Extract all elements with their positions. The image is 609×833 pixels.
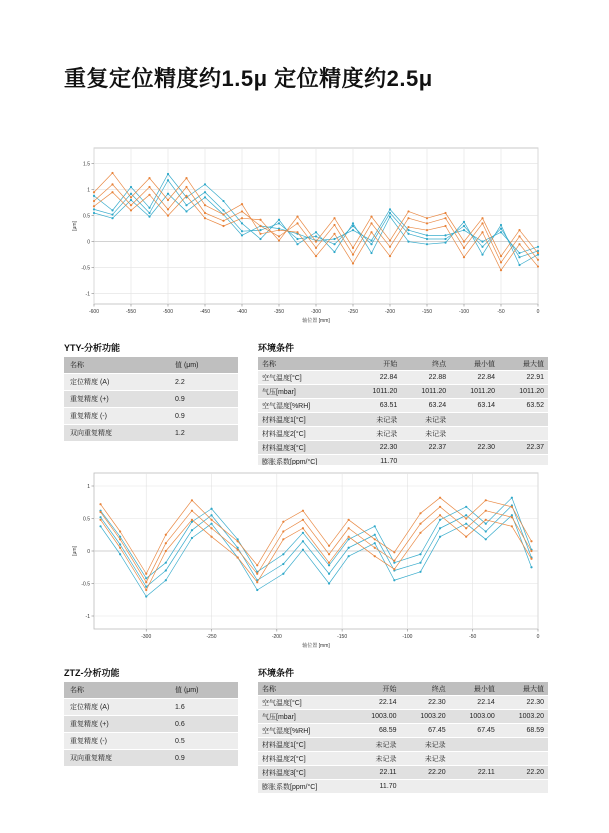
svg-text:-50: -50 — [497, 309, 505, 315]
analysis-table-1-body — [64, 374, 238, 442]
col-max: 最大值 — [499, 357, 548, 371]
col-min: 最小值 — [450, 682, 499, 696]
chart-2-container — [64, 465, 548, 655]
cell-max: 63.52 — [499, 399, 548, 413]
cell-start: 63.51 — [352, 399, 401, 413]
cell-start: 22.84 — [352, 371, 401, 385]
table-row — [258, 385, 548, 399]
cell-max — [499, 752, 548, 766]
cell-max — [499, 413, 548, 427]
svg-text:轴位置 [mm]: 轴位置 [mm] — [302, 643, 330, 649]
col-start: 开始 — [351, 682, 400, 696]
svg-text:0: 0 — [87, 549, 90, 555]
cell-end: 22.37 — [401, 441, 450, 455]
cell-end: 22.88 — [401, 371, 450, 385]
svg-text:-100: -100 — [458, 309, 470, 315]
svg-text:-200: -200 — [384, 309, 396, 315]
svg-text:0: 0 — [536, 634, 540, 640]
cell-max: 22.20 — [499, 766, 548, 780]
environment-table-1 — [258, 357, 548, 469]
cell-name: 空气湿度[%RH] — [258, 399, 352, 413]
table-header-row — [64, 682, 238, 699]
col-name: 名称 — [258, 682, 351, 696]
table-header-row — [64, 357, 238, 374]
table-header-row — [258, 682, 548, 696]
environment-table-2-block — [258, 666, 548, 794]
svg-text:1.5: 1.5 — [83, 161, 90, 168]
cell-name: 空气温度[°C] — [258, 371, 352, 385]
cell-name: 重复精度 (-) — [64, 408, 169, 425]
svg-text:-150: -150 — [337, 634, 348, 640]
cell-max: 22.37 — [499, 441, 548, 455]
table-row — [258, 371, 548, 385]
svg-text:-250: -250 — [347, 309, 359, 315]
table-row — [64, 699, 238, 716]
svg-text:-500: -500 — [162, 309, 174, 315]
col-start: 开始 — [352, 357, 401, 371]
cell-end: 22.20 — [401, 766, 450, 780]
cell-min: 63.14 — [450, 399, 499, 413]
cell-max: 68.59 — [499, 724, 548, 738]
col-end: 终点 — [401, 357, 450, 371]
table-row — [258, 427, 548, 441]
cell-name: 膨胀系数[ppm/°C] — [258, 780, 351, 794]
analysis-table-2 — [64, 682, 238, 767]
svg-text:-550: -550 — [125, 309, 137, 315]
table-row — [258, 710, 548, 724]
svg-text:-400: -400 — [236, 309, 248, 315]
cell-end: 未记录 — [401, 413, 450, 427]
svg-text:0.5: 0.5 — [83, 213, 90, 220]
svg-text:[μm]: [μm] — [72, 221, 78, 231]
col-end: 终点 — [401, 682, 450, 696]
cell-value: 0.9 — [169, 408, 238, 425]
environment-table-2-title: 环境条件 — [258, 668, 295, 678]
svg-text:0: 0 — [87, 239, 90, 246]
svg-text:-600: -600 — [88, 309, 100, 315]
cell-end: 22.30 — [401, 696, 450, 710]
chart-1 — [64, 140, 548, 330]
svg-text:0: 0 — [536, 309, 540, 315]
cell-start: 未记录 — [351, 752, 400, 766]
cell-name: 双向重复精度 — [64, 425, 169, 442]
chart-2 — [64, 465, 548, 655]
table-row — [64, 750, 238, 767]
svg-text:0.5: 0.5 — [83, 516, 90, 523]
cell-min — [450, 738, 499, 752]
table-row — [258, 752, 548, 766]
col-value: 值 (μm) — [169, 357, 238, 374]
table-row — [258, 413, 548, 427]
svg-text:轴位置 [mm]: 轴位置 [mm] — [302, 318, 330, 324]
cell-min: 22.11 — [450, 766, 499, 780]
cell-min: 22.30 — [450, 441, 499, 455]
svg-text:-450: -450 — [199, 309, 211, 315]
cell-start: 1011.20 — [352, 385, 401, 399]
environment-table-1-block — [258, 341, 548, 469]
cell-end: 1011.20 — [401, 385, 450, 399]
svg-text:-150: -150 — [421, 309, 433, 315]
svg-text:-1: -1 — [85, 291, 90, 298]
svg-text:-300: -300 — [310, 309, 322, 315]
environment-table-2-body — [258, 696, 548, 794]
cell-max — [499, 738, 548, 752]
col-name: 名称 — [258, 357, 352, 371]
cell-name: 材料温度1[°C] — [258, 738, 351, 752]
cell-name: 空气温度[°C] — [258, 696, 351, 710]
chart-1-container — [64, 140, 548, 330]
cell-name: 气压[mbar] — [258, 710, 351, 724]
cell-start: 68.59 — [351, 724, 400, 738]
cell-name: 重复精度 (+) — [64, 391, 169, 408]
col-value: 值 (μm) — [169, 682, 238, 699]
cell-name: 定位精度 (A) — [64, 699, 169, 716]
table-row — [258, 696, 548, 710]
environment-table-2 — [258, 682, 548, 794]
cell-end: 未记录 — [401, 738, 450, 752]
svg-text:-0.5: -0.5 — [81, 265, 90, 272]
cell-min — [450, 752, 499, 766]
table-row — [258, 441, 548, 455]
cell-name: 膨胀系数[ppm/°C] — [258, 455, 352, 469]
analysis-table-1 — [64, 357, 238, 442]
cell-start: 11.70 — [352, 455, 401, 469]
cell-name: 材料温度3[°C] — [258, 441, 352, 455]
svg-text:1: 1 — [87, 187, 90, 194]
cell-value: 0.5 — [169, 733, 238, 750]
cell-name: 气压[mbar] — [258, 385, 352, 399]
cell-start: 22.30 — [352, 441, 401, 455]
svg-text:-300: -300 — [141, 634, 152, 640]
svg-text:[μm]: [μm] — [72, 546, 78, 556]
col-name: 名称 — [64, 682, 169, 699]
cell-value: 0.6 — [169, 716, 238, 733]
analysis-table-1-title: YTY-分析功能 — [64, 343, 121, 353]
cell-min: 1003.00 — [450, 710, 499, 724]
table-row — [64, 716, 238, 733]
table-row — [64, 374, 238, 391]
svg-text:-200: -200 — [271, 634, 282, 640]
cell-max: 1011.20 — [499, 385, 548, 399]
svg-text:-250: -250 — [206, 634, 217, 640]
cell-min — [450, 427, 499, 441]
cell-max — [499, 780, 548, 794]
analysis-table-2-block — [64, 666, 238, 767]
cell-min: 22.84 — [450, 371, 499, 385]
cell-end — [401, 780, 450, 794]
cell-end: 67.45 — [401, 724, 450, 738]
analysis-table-2-title: ZTZ-分析功能 — [64, 668, 120, 678]
table-row — [258, 724, 548, 738]
cell-value: 1.2 — [169, 425, 238, 442]
cell-max: 22.30 — [499, 696, 548, 710]
svg-text:1: 1 — [87, 484, 90, 490]
environment-table-1-title: 环境条件 — [258, 343, 295, 353]
col-max: 最大值 — [499, 682, 548, 696]
svg-text:-350: -350 — [273, 309, 285, 315]
cell-start: 22.14 — [351, 696, 400, 710]
cell-end: 1003.20 — [401, 710, 450, 724]
cell-value: 2.2 — [169, 374, 238, 391]
environment-table-1-body — [258, 371, 548, 469]
cell-value: 1.6 — [169, 699, 238, 716]
cell-name: 材料温度2[°C] — [258, 427, 352, 441]
table-header-row — [258, 357, 548, 371]
cell-start: 未记录 — [352, 427, 401, 441]
cell-min — [450, 413, 499, 427]
svg-text:-1: -1 — [85, 614, 90, 620]
cell-start: 未记录 — [351, 738, 400, 752]
table-row — [64, 408, 238, 425]
cell-max — [499, 427, 548, 441]
table-row — [258, 399, 548, 413]
col-name: 名称 — [64, 357, 169, 374]
table-row — [64, 425, 238, 442]
col-min: 最小值 — [450, 357, 499, 371]
cell-min: 67.45 — [450, 724, 499, 738]
table-row — [258, 738, 548, 752]
cell-name: 重复精度 (-) — [64, 733, 169, 750]
cell-name: 材料温度2[°C] — [258, 752, 351, 766]
table-row — [64, 391, 238, 408]
cell-name: 双向重复精度 — [64, 750, 169, 767]
page-title: 重复定位精度约1.5μ 定位精度约2.5μ — [64, 66, 433, 91]
cell-start: 未记录 — [352, 413, 401, 427]
table-row — [258, 780, 548, 794]
cell-name: 重复精度 (+) — [64, 716, 169, 733]
cell-start: 22.11 — [351, 766, 400, 780]
cell-value: 0.9 — [169, 391, 238, 408]
cell-min: 22.14 — [450, 696, 499, 710]
analysis-table-2-body — [64, 699, 238, 767]
cell-min: 1011.20 — [450, 385, 499, 399]
cell-end: 未记录 — [401, 427, 450, 441]
table-row — [258, 766, 548, 780]
svg-text:-50: -50 — [469, 634, 477, 640]
table-row — [64, 733, 238, 750]
cell-name: 材料温度1[°C] — [258, 413, 352, 427]
cell-min — [450, 780, 499, 794]
cell-start: 11.70 — [351, 780, 400, 794]
svg-text:-0.5: -0.5 — [81, 581, 90, 588]
cell-max: 22.91 — [499, 371, 548, 385]
cell-max: 1003.20 — [499, 710, 548, 724]
cell-end: 63.24 — [401, 399, 450, 413]
cell-name: 空气湿度[%RH] — [258, 724, 351, 738]
svg-text:-100: -100 — [402, 634, 413, 640]
cell-name: 材料温度3[°C] — [258, 766, 351, 780]
cell-value: 0.9 — [169, 750, 238, 767]
cell-name: 定位精度 (A) — [64, 374, 169, 391]
cell-start: 1003.00 — [351, 710, 400, 724]
cell-end: 未记录 — [401, 752, 450, 766]
analysis-table-1-block — [64, 341, 238, 442]
